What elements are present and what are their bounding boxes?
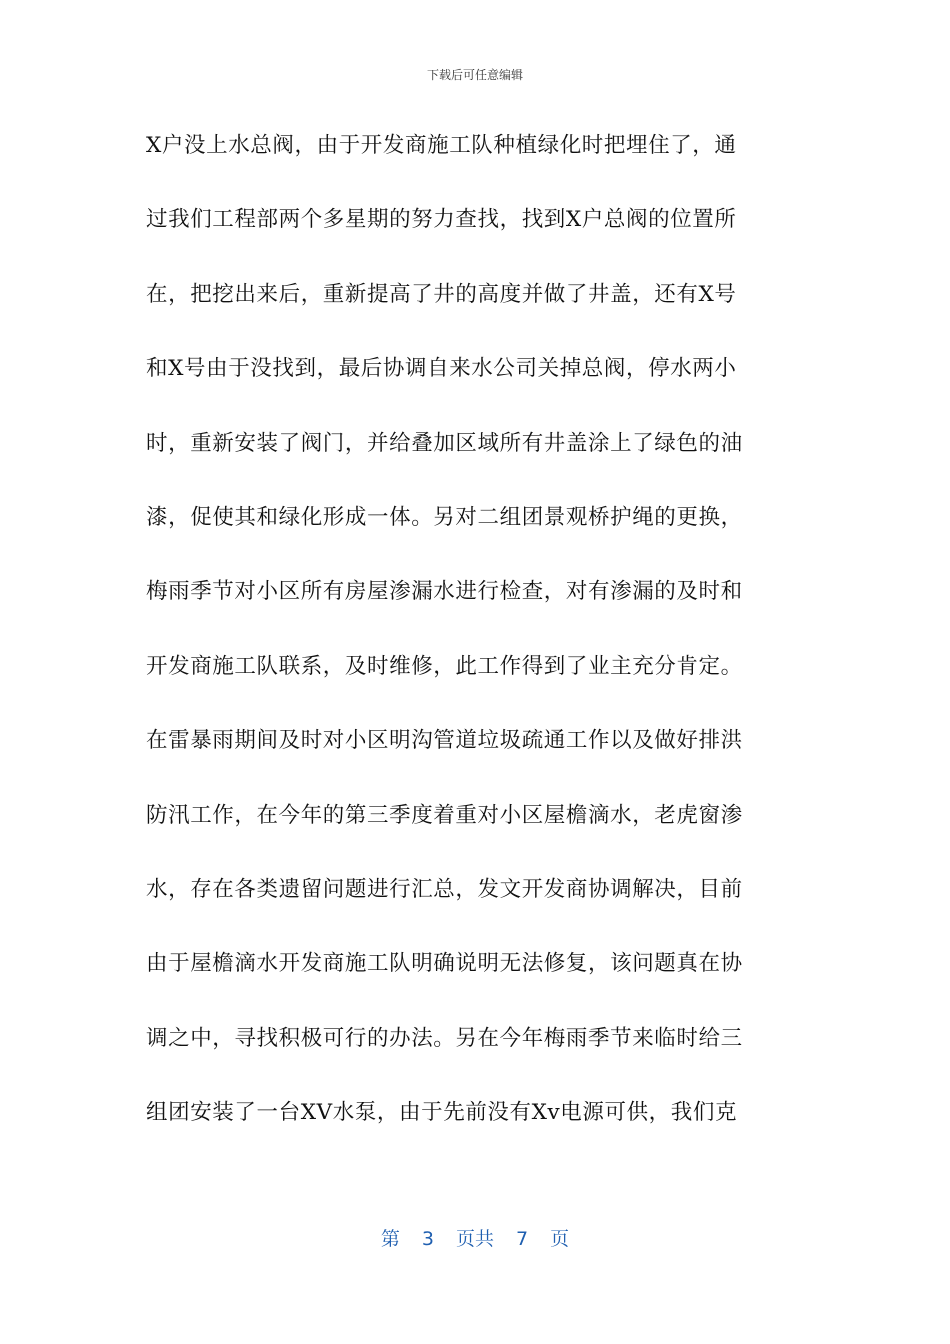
text-line: 调之中，寻找积极可行的办法。另在今年梅雨季节来临时给三 [146,1025,743,1051]
text-line: 组团安装了一台XV水泵，由于先前没有Xv电源可供，我们克 [146,1100,738,1126]
text-line: X户没上水总阀，由于开发商施工队种植绿化时把埋住了，通 [146,133,737,158]
footer-current-page: 3 [421,1228,434,1250]
text-line: 水，存在各类遗留问题进行汇总，发文开发商协调解决，目前 [146,876,743,902]
text-line: 开发商施工队联系，及时维修，此工作得到了业主充分肯定。 [146,653,743,679]
footer-middle: 页共 [455,1228,494,1250]
text-line: 漆，促使其和绿化形成一体。另对二组团景观桥护绳的更换， [146,504,743,530]
footer-suffix: 页 [550,1228,570,1250]
text-line: 时，重新安装了阀门，并给叠加区域所有井盖涂上了绿色的油 [146,430,743,456]
text-line: 梅雨季节对小区所有房屋渗漏水进行检查，对有渗漏的及时和 [146,579,743,605]
text-line: 在，把挖出来后，重新提高了井的高度并做了井盖，还有X号 [146,281,737,307]
body-text [146,120,806,1161]
text-line: 在雷暴雨期间及时对小区明沟管道垃圾疏通工作以及做好排洪 [146,728,743,754]
text-line: 过我们工程部两个多星期的努力查找，找到X户总阀的位置所 [146,207,737,233]
page-header-note: 下载后可任意编辑 [426,68,523,82]
page-number-footer [0,1224,950,1251]
text-line: 防汛工作，在今年的第三季度着重对小区屋檐滴水，老虎窗渗 [146,802,743,828]
footer-prefix: 第 [380,1228,400,1250]
text-line: 和X号由于没找到，最后协调自来水公司关掉总阀，停水两小 [146,356,737,382]
footer-total-pages: 7 [516,1228,529,1250]
text-line: 由于屋檐滴水开发商施工队明确说明无法修复，该问题真在协 [146,951,743,977]
